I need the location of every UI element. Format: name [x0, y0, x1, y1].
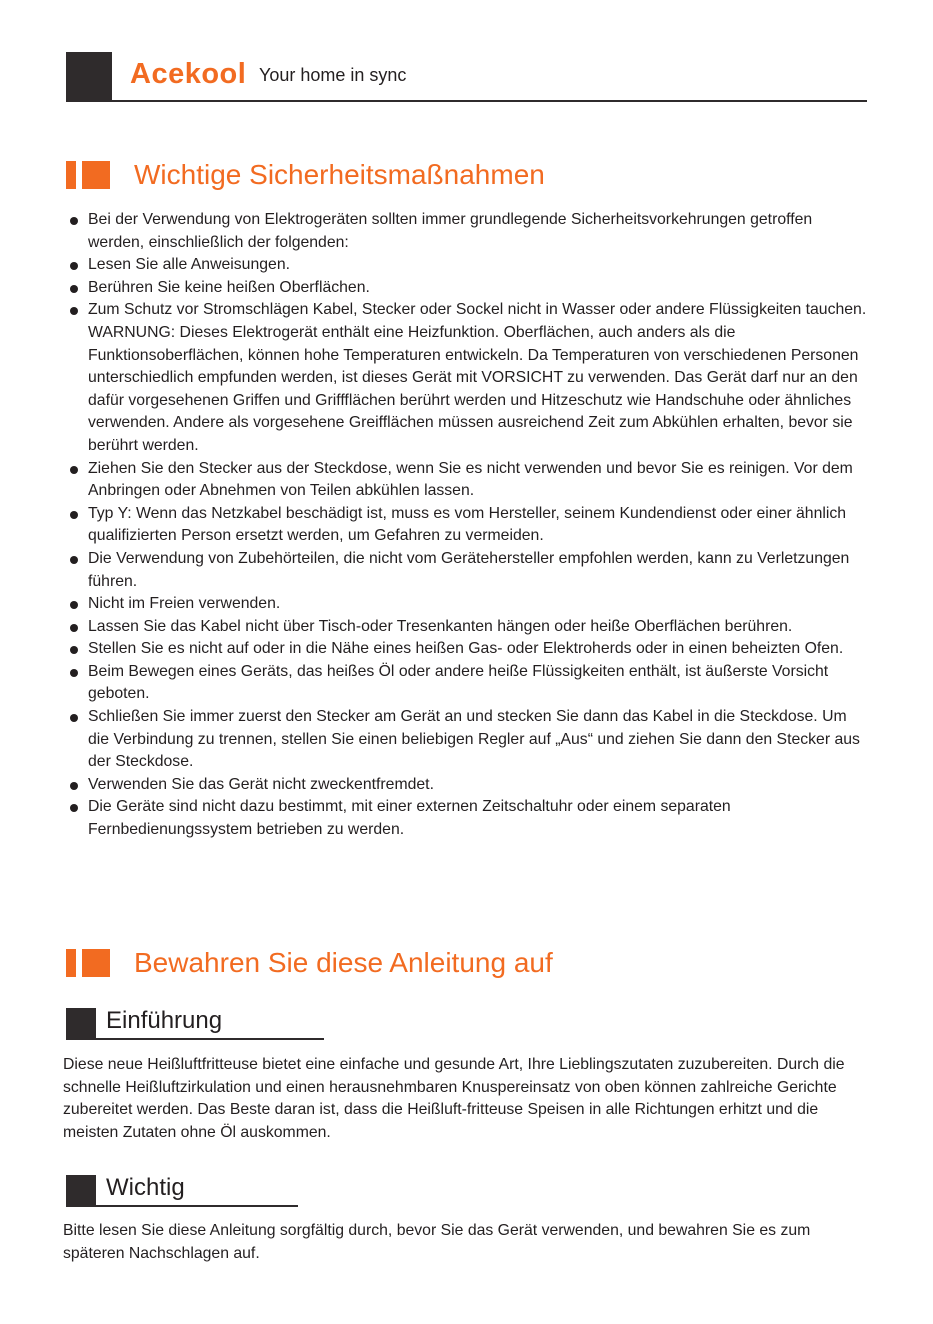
- subheading-marker: [66, 1175, 96, 1207]
- intro-title: Einführung: [106, 1007, 223, 1034]
- header-accent-block: [66, 52, 112, 102]
- list-item: [66, 774, 871, 797]
- list-item: [66, 638, 871, 661]
- heading-marker-thin: [66, 161, 76, 189]
- list-item: [66, 458, 871, 503]
- save-section-heading: [66, 945, 553, 981]
- important-title: Wichtig: [106, 1174, 185, 1201]
- bullet-icon: [70, 285, 78, 293]
- list-item: [66, 593, 871, 616]
- subheading-underline: [96, 1038, 324, 1040]
- list-item-text: Verwenden Sie das Gerät nicht zweckentfremdet.: [88, 775, 434, 793]
- heading-marker-thin: [66, 949, 76, 977]
- bullet-icon: [70, 804, 78, 812]
- bullet-icon: [70, 624, 78, 632]
- list-item-text: Berühren Sie keine heißen Oberflächen.: [88, 278, 370, 296]
- bullet-icon: [70, 307, 78, 315]
- important-paragraph: Bitte lesen Sie diese Anleitung sorgfältig durch, bevor Sie das Gerät verwenden, und bewahren Sie es zum späteren Nachschlagen auf.: [63, 1222, 811, 1262]
- list-item-text: Typ Y: Wenn das Netzkabel beschädigt ist, muss es vom Hersteller, seinem Kundendienst oder einer ähnlich qualifizierten Person ersetzt werden, um Gefahren zu vermeiden.: [88, 504, 847, 545]
- list-item-text: Lesen Sie alle Anweisungen.: [88, 256, 290, 274]
- list-item-text: Bei der Verwendung von Elektrogeräten sollten immer grundlegende Sicherheitsvorkehrungen getroffen werden, einschließlich der folgenden:: [88, 211, 813, 251]
- list-item: [66, 616, 871, 639]
- list-item-text: Beim Bewegen eines Geräts, das heißes Öl oder andere heiße Flüssigkeiten enthält, ist äußerste Vorsicht geboten.: [88, 662, 829, 703]
- list-item-text: Lassen Sie das Kabel nicht über Tisch-oder Tresenkanten hängen oder heiße Oberflächen berühren.: [88, 617, 793, 635]
- subheading-marker: [66, 1008, 96, 1040]
- list-item-text: Stellen Sie es nicht auf oder in die Nähe eines heißen Gas- oder Elektroherds oder in einen beheizten Ofen.: [88, 640, 844, 658]
- bullet-icon: [70, 466, 78, 474]
- subheading-underline: [96, 1205, 298, 1207]
- brand-tagline: Your home in sync: [259, 65, 407, 85]
- list-item: [66, 209, 871, 254]
- list-item: [66, 548, 871, 593]
- heading-marker-thick: [82, 161, 110, 189]
- bullet-icon: [70, 646, 78, 654]
- intro-paragraph: Diese neue Heißluftfritteuse bietet eine einfache und gesunde Art, Ihre Lieblingszutaten zuzubereiten. Durch die schnelle Heißluftzirkulation und einen herausnehmbaren Knuspereinsatz von oben können zahlreiche Gerichte zubereitet werden. Das Beste daran ist, dass die Heißluft-fritteuse Speisen in alle Richtungen erhitzt und die meisten Zutaten ohne Öl auskommen.: [63, 1056, 845, 1141]
- bullet-icon: [70, 669, 78, 677]
- list-item-text: Ziehen Sie den Stecker aus der Steckdose, wenn Sie es nicht verwenden und bevor Sie es reinigen. Vor dem Anbringen oder Abnehmen von Teilen abkühlen lassen.: [88, 459, 853, 500]
- list-item: [66, 299, 871, 457]
- list-item: [66, 661, 871, 706]
- list-item-text: Die Geräte sind nicht dazu bestimmt, mit einer externen Zeitschaltuhr oder einem separaten Fernbedienungssystem betrieben zu werden.: [88, 798, 731, 839]
- safety-title: Wichtige Sicherheitsmaßnahmen: [134, 159, 545, 190]
- list-item: [66, 503, 871, 548]
- brand-logo: Acekool: [130, 58, 247, 90]
- safety-list: [66, 209, 871, 842]
- bullet-icon: [70, 782, 78, 790]
- list-item-text: Die Verwendung von Zubehörteilen, die nicht vom Gerätehersteller empfohlen werden, kann zu Verletzungen führen.: [88, 549, 850, 590]
- list-item: [66, 706, 871, 774]
- bullet-icon: [70, 714, 78, 722]
- safety-section-heading: [66, 157, 545, 193]
- header-divider: [112, 100, 867, 102]
- bullet-icon: [70, 262, 78, 270]
- bullet-icon: [70, 556, 78, 564]
- list-item-text: Zum Schutz vor Stromschlägen Kabel, Stecker oder Sockel nicht in Wasser oder andere Flüssigkeiten tauchen. WARNUNG: Dieses Elektrogerät enthält eine Heizfunktion. Oberflächen, auch anders als die Funktionsoberflächen, können hohe Temperaturen entwickeln. Da Temperaturen von verschiedenen Personen unterschiedlich empfunden werden, ist dieses Gerät mit VORSICHT zu verwenden. Das Gerät darf nur an den dafür vorgesehenen Griffen und Griffflächen berührt werden und Hitzeschutz wie Handschuhe oder ähnliches verwenden. Andere als vorgesehene Greifflächen müssen ausreichend Zeit zum Abkühlen erhalten, bevor sie berührt werden.: [88, 301, 867, 454]
- bullet-icon: [70, 601, 78, 609]
- list-item-text: Schließen Sie immer zuerst den Stecker am Gerät an und stecken Sie dann das Kabel in die Steckdose. Um die Verbindung zu trennen, stellen Sie einen beliebigen Regler auf „Aus“ und ziehen Sie dann den Stecker aus der Steckdose.: [88, 708, 860, 771]
- list-item: [66, 254, 871, 277]
- list-item: [66, 796, 871, 841]
- bullet-icon: [70, 217, 78, 225]
- list-item: [66, 277, 871, 300]
- save-title: Bewahren Sie diese Anleitung auf: [134, 947, 553, 978]
- heading-marker-thick: [82, 949, 110, 977]
- bullet-icon: [70, 511, 78, 519]
- list-item-text: Nicht im Freien verwenden.: [88, 595, 281, 613]
